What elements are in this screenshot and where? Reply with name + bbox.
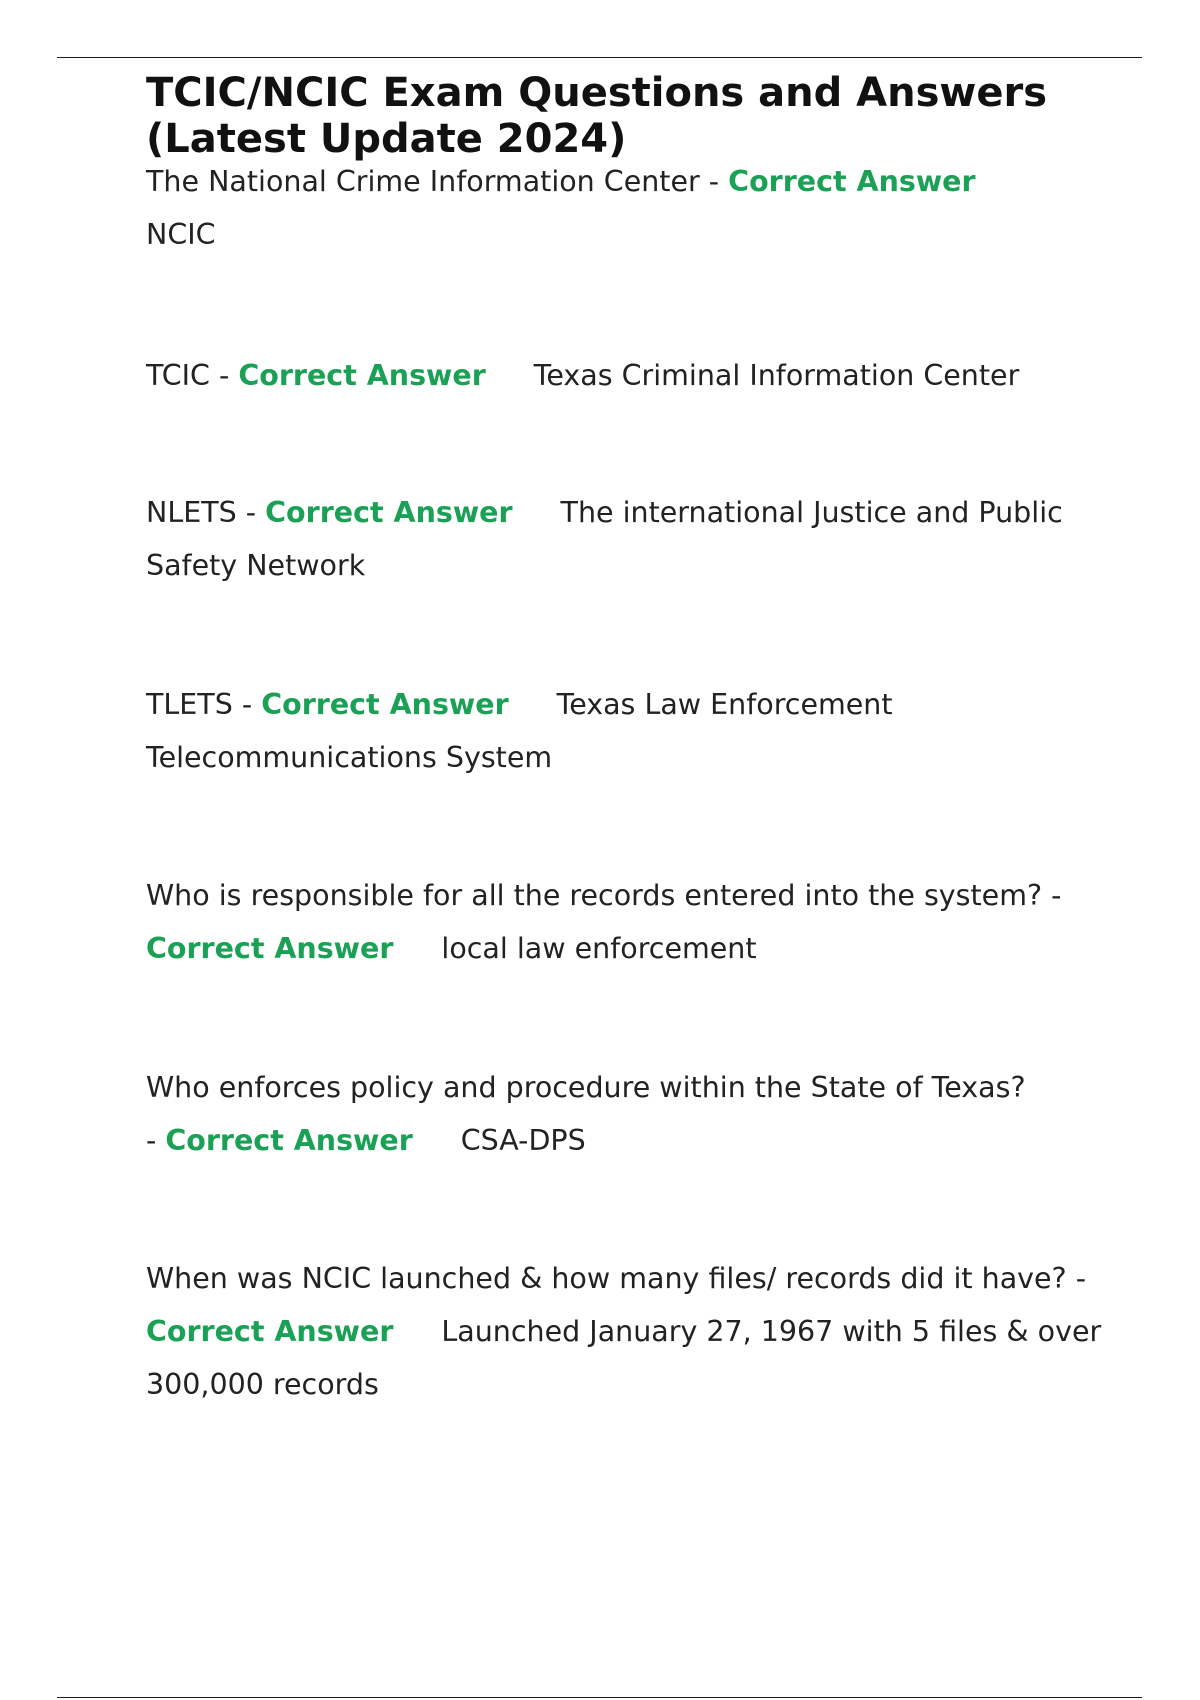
- separator: -: [245, 496, 257, 529]
- separator: -: [146, 1124, 157, 1157]
- correct-answer-label: Correct Answer: [728, 165, 976, 198]
- question-text: The National Crime Information Center: [146, 165, 700, 198]
- answer-text: local law enforcement: [441, 932, 757, 965]
- separator: -: [219, 359, 230, 392]
- qa-item: [146, 486, 1106, 592]
- separator: -: [708, 165, 720, 198]
- separator: -: [241, 688, 253, 721]
- correct-answer-label: Correct Answer: [265, 496, 513, 529]
- answer-text: Texas Criminal Information Center: [533, 359, 1020, 392]
- question-text: When was NCIC launched & how many files/ records did it have?: [146, 1262, 1067, 1295]
- qa-item: [146, 1061, 1106, 1167]
- correct-answer-label: Correct Answer: [146, 932, 394, 965]
- page-title-line-2: (Latest Update 2024): [146, 116, 627, 162]
- bottom-rule: [57, 1697, 1142, 1698]
- correct-answer-label: Correct Answer: [261, 688, 509, 721]
- page-title-line-1: TCIC/NCIC Exam Questions and Answers: [146, 70, 1048, 116]
- qa-item: [146, 1252, 1106, 1411]
- qa-item: [146, 678, 1106, 784]
- qa-item: [146, 349, 1106, 402]
- question-text: NLETS: [146, 496, 237, 529]
- correct-answer-label: Correct Answer: [238, 359, 486, 392]
- question-text: TCIC: [146, 359, 210, 392]
- qa-item: [146, 155, 1106, 261]
- answer-text: Texas Law Enforcement Telecommunications System: [146, 688, 893, 774]
- qa-item: [146, 869, 1106, 975]
- answer-text: CSA-DPS: [460, 1124, 586, 1157]
- separator: -: [1075, 1262, 1087, 1295]
- correct-answer-label: Correct Answer: [146, 1315, 394, 1348]
- correct-answer-label: Correct Answer: [165, 1124, 413, 1157]
- question-text: Who enforces policy and procedure within the State of Texas?: [146, 1071, 1026, 1104]
- answer-text: The international Justice and Public Safety Network: [146, 496, 1063, 582]
- top-rule: [57, 57, 1142, 58]
- separator: -: [1051, 879, 1062, 912]
- answer-text: Launched January 27, 1967 with 5 files & over 300,000 records: [146, 1315, 1102, 1401]
- answer-text: NCIC: [146, 218, 216, 251]
- question-text: TLETS: [146, 688, 233, 721]
- question-text: Who is responsible for all the records entered into the system?: [146, 879, 1043, 912]
- page-title: [146, 70, 1146, 162]
